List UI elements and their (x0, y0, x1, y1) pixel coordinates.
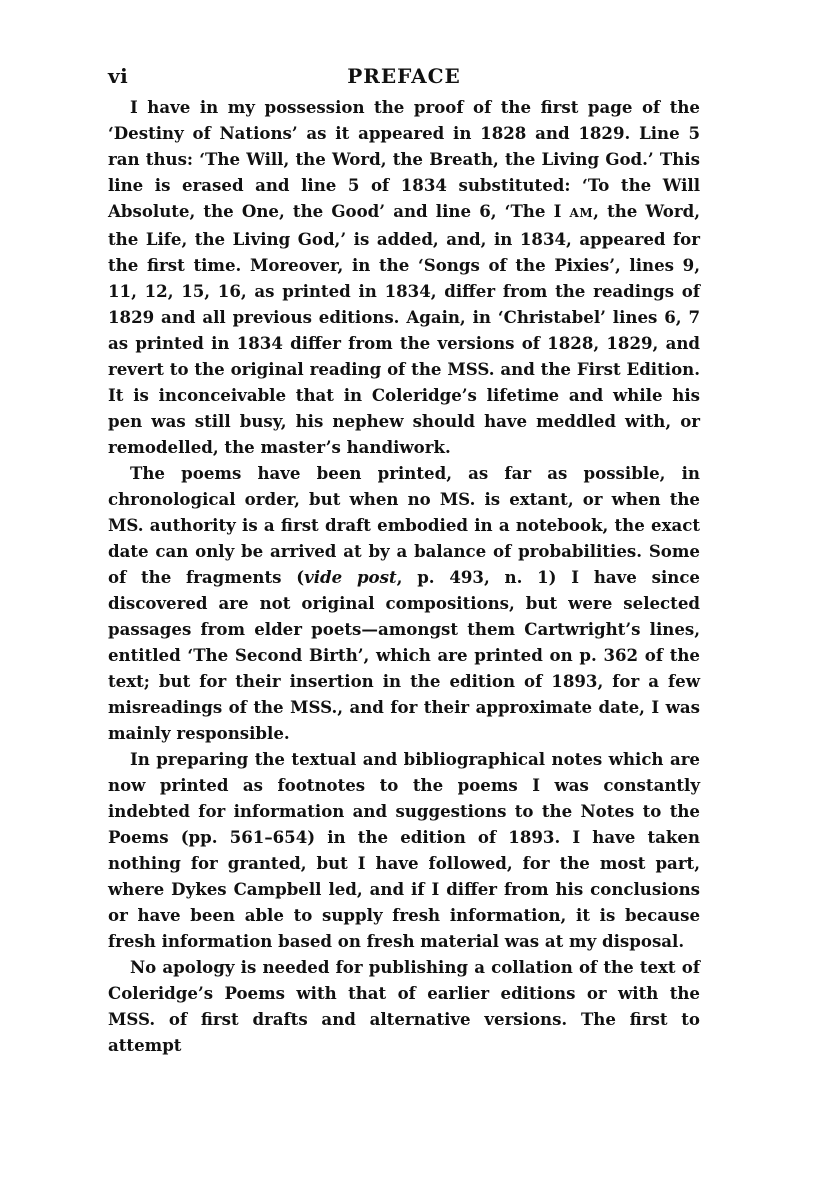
text-run: The poems have been printed, as far as possible, in chronological order, but when no MS. is extant, or when the MS. authority is a first draft embodied in a notebook, the exact date can only be arrived at by a balance of probabilities. Some of the fragments ( (108, 463, 700, 587)
book-page (108, 60, 700, 1058)
running-title: PREFACE (347, 64, 461, 88)
paragraph-chronology (108, 460, 700, 746)
text-run: , p. 493, n. 1) I have since discovered are not original compositions, but were selected passages from elder poets—amongst them Cartwright’s lines, entitled ‘The Second Birth’, which are printed on p. 362 of the text; but for their insertion in the edition of 1893, for a few misreadings of the MSS., and for their approximate date, I was mainly responsible. (108, 567, 700, 743)
italic-run: vide post (304, 567, 397, 587)
small-caps-run: AM (569, 206, 594, 220)
text-run: I have in my possession the proof of the first page of the ‘Destiny of Nations’ as it appeared in 1828 and 1829. Line 5 ran thus: ‘The Will, the Word, the Breath, the Living God.’ This line is erased and line 5 of 1834 substituted: ‘To the Will Absolute, the One, the Good’ and line 6, ‘The I (108, 97, 700, 221)
paragraph-notes: In preparing the textual and bibliographical notes which are now printed as footnotes to the poems I was constantly indebted for information and suggestions to the Notes to the Poems (pp. 561–654) in the edition of 1893. I have taken nothing for granted, but I have followed, for the most part, where Dykes Campbell led, and if I differ from his conclusions or have been able to supply fresh information, it is because fresh information based on fresh material was at my disposal. (108, 749, 700, 951)
running-head (108, 60, 700, 94)
text-run: , the Word, the Life, the Living God,’ is added, and, in 1834, appeared for the first time. Moreover, in the ‘Songs of the Pixies’, lines 9, 11, 12, 15, 16, as printed in 1834, differ from the readings of 1829 and all previous editions. Again, in ‘Christabel’ lines 6, 7 as printed in 1834 differ from the versions of 1828, 1829, and revert to the original reading of the MSS. and the First Edition. It is inconceivable that in Coleridge’s lifetime and while his pen was still busy, his nephew should have meddled with, or remodelled, the master’s handiwork. (108, 201, 700, 457)
page-number: vi (108, 64, 129, 88)
paragraph-collation: No apology is needed for publishing a collation of the text of Coleridge’s Poems with that of earlier editions or with the MSS. of first drafts and alternative versions. The first to attempt (108, 957, 700, 1055)
body-text (108, 94, 700, 1058)
paragraph-proof (108, 94, 700, 460)
